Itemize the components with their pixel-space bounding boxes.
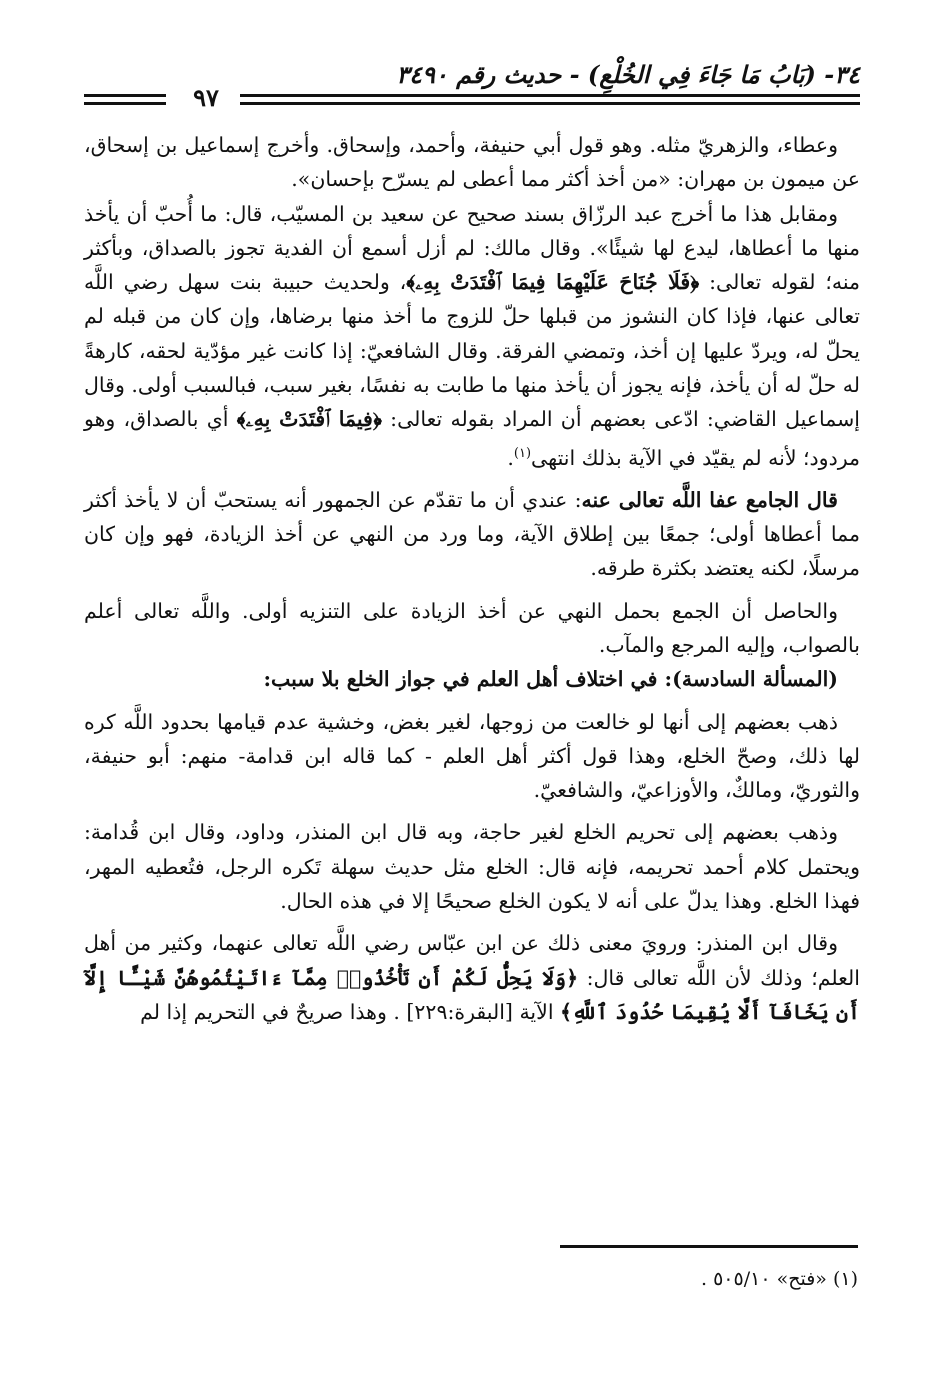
- running-head: ٣٤- (بَابُ مَا جَاءَ فِي الخُلْعِ) - حديث رقم ٣٤٩٠: [396, 60, 860, 89]
- footnote-separator: [560, 1245, 858, 1248]
- quran-verse: ﴿وَلَا يَحِلُّ لَكُمْ أَن تَأْخُذُوا۟ مِمَّآ ءَاتَيْتُمُوهُنَّ شَيْـًٔا إِلَّآ أَن يَخَافَآ أَلَّا يُقِيمَا حُدُودَ ٱللَّهِ﴾: [84, 965, 860, 1024]
- paragraph-text: .: [507, 445, 514, 470]
- paragraph: [84, 128, 860, 197]
- paragraph-text: وقال ابن المنذر: ورويَ معنى ذلك عن ابن عبّاس رضي اللَّه تعالى عنهما، وكثير من أهل العلم؛ وذلك لأن اللَّه تعالى قال:: [84, 931, 860, 990]
- header-rule-bottom: [240, 102, 860, 105]
- paragraph-text: الآية [البقرة:٢٢٩] . وهذا صريحٌ في التحريم إذا لم: [140, 999, 561, 1024]
- paragraph-text: ، ولحديث حبيبة بنت سهل رضي اللَّه تعالى عنها، فإذا كان النشوز من قبلها حلّ للزوج ما أخذ منها برضاها، وإن كان من قبله لم يحلّ له، ويردّ عليها إن أخذ، وتمضي الفرقة. وقال الشافعيّ: إذا كانت غير مؤدّية لحقه، كارهةً له حلّ له أن يأخذ، فإنه يجوز أن يأخذ منها ما طابت به نفسًا، بغير سبب، فبالسبب أولى. وقال إسماعيل القاضي: ادّعى بعضهم أن المراد بقوله تعالى:: [84, 270, 860, 432]
- paragraph: [84, 705, 860, 808]
- header-rule-top: [240, 94, 860, 97]
- paragraph: [84, 815, 860, 918]
- paragraph: [84, 483, 860, 586]
- paragraph-text: أي بالصداق، وهو مردود؛ لأنه لم يقيّد في الآية بذلك انتهى: [84, 407, 860, 470]
- quran-verse: ﴿فِيمَا ٱفْتَدَتْ بِهِۦ﴾: [236, 407, 382, 432]
- paragraph-text: ذهب بعضهم إلى أنها لو خالعت من زوجها، لغير بغض، وخشية عدم قيامها بحدود اللَّه كره لها ذلك، وصحّ الخلع، وهذا قول أكثر أهل العلم - كما قاله ابن قدامة- منهم: أبو حنيفة، والثوريّ، ومالكٌ، والأوزاعيّ، والشافعيّ.: [84, 709, 860, 803]
- paragraph-text: : عندي أن ما تقدّم عن الجمهور أنه يستحبّ أن لا يأخذ أكثر مما أعطاها أولى؛ جمعًا بين إطلاق الآية، وما ورد من النهي عن أخذ الزيادة، فهو وإن كان مرسلًا، لكنه يعتضد بكثرة طرقه.: [84, 487, 860, 581]
- paragraph-text: وعطاء، والزهريّ مثله. وهو قول أبي حنيفة، وأحمد، وإسحاق. وأخرج إسماعيل بن إسحاق، عن ميمون بن مهران: «من أخذ أكثر مما أعطى لم يسرّح بإحسان».: [84, 133, 860, 192]
- bold-heading: : في اختلاف أهل العلم في جواز الخلع بلا سبب:: [263, 667, 673, 692]
- paragraph: [84, 662, 860, 696]
- page-header: [84, 58, 860, 110]
- bold-heading: قال الجامع عفا اللَّه تعالى عنه: [581, 487, 838, 512]
- paragraph: [84, 197, 860, 475]
- paragraph: [84, 594, 860, 663]
- bold-heading: (المسألة السادسة): [672, 667, 838, 692]
- paragraph-text: والحاصل أن الجمع بحمل النهي عن أخذ الزيادة على التنزيه أولى. واللَّه تعالى أعلم بالصواب، وإليه المرجع والمآب.: [84, 598, 860, 657]
- page-number: ٩٧: [193, 83, 219, 112]
- body-text: [84, 128, 860, 1029]
- header-rule-left-top: [84, 94, 166, 97]
- paragraph: [84, 926, 860, 1029]
- paragraph-text: ومقابل هذا ما أخرج عبد الرزّاق بسند صحيح عن سعيد بن المسيّب، قال: ما أُحبّ أن يأخذ منها ما أعطاها، ليدع لها شيئًا». وقال مالك: لم أزل أسمع أن الفدية تجوز بالصداق، وبأكثر منه؛ لقوله تعالى:: [84, 201, 861, 295]
- footnote: (١) «فتح» ٥٠٥/١٠ .: [701, 1268, 858, 1290]
- paragraph-text: وذهب بعضهم إلى تحريم الخلع لغير حاجة، وبه قال ابن المنذر، وداود، وقال ابن قُدامة: ويحتمل كلام أحمد تحريمه، فإنه قال: الخلع مثل حديث سهلة تَكره الرجل، فتُعطيه المهر، فهذا الخلع. وهذا يدلّ على أنه لا يكون الخلع صحيحًا إلا في هذه الحال.: [84, 820, 860, 914]
- header-rule-left-bottom: [84, 102, 166, 105]
- footnote-reference: (١): [513, 445, 532, 461]
- quran-verse: ﴿فَلَا جُنَاحَ عَلَيْهِمَا فِيمَا ٱفْتَدَتْ بِهِۦ﴾: [406, 270, 700, 295]
